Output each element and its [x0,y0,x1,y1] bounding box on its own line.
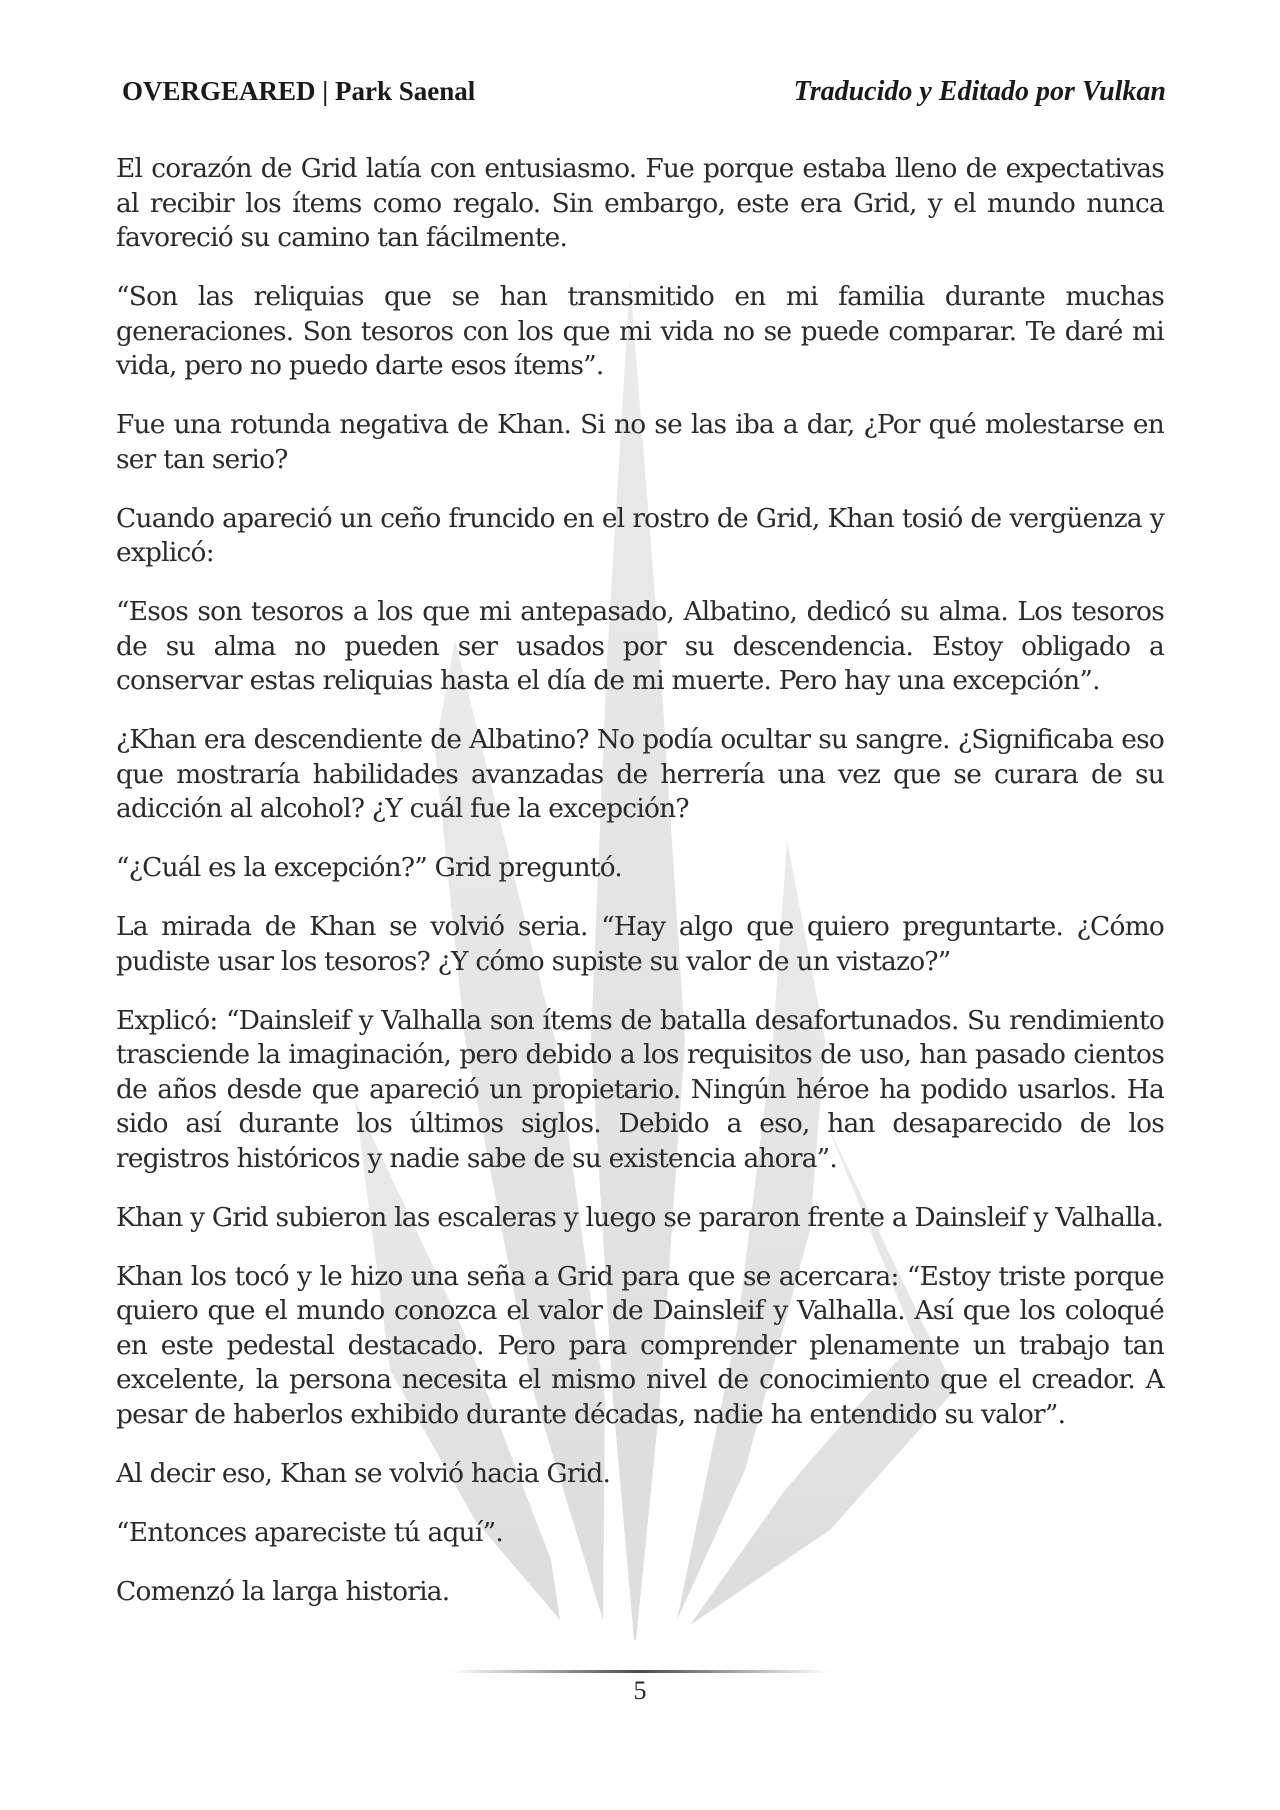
header-credits: Traducido y Editado por Vulkan [793,76,1166,107]
page-number: 5 [633,1676,647,1705]
paragraph: Comenzó la larga historia. [116,1575,450,1607]
paragraph: Fue una rotunda negativa de Khan. Si no se las iba a dar, ¿Por qué molestarse en ser tan serio? [116,409,1164,475]
page-body [116,152,1164,1634]
header-book-title: OVERGEARED | Park Saenal [122,76,476,106]
paragraph: El corazón de Grid latía con entusiasmo. Fue porque estaba lleno de expectativas al recibir los ítems como regalo. Sin embargo, este era Grid, y el mundo nunca favoreció su camino tan fácilmente. [116,153,1164,253]
footer-divider [450,1670,830,1673]
paragraph: Khan y Grid subieron las escaleras y luego se pararon frente a Dainsleif y Valhalla. [116,1201,1164,1233]
paragraph: “¿Cuál es la excepción?” Grid preguntó. [116,852,623,883]
paragraph: La mirada de Khan se volvió seria. “Hay algo que quiero preguntarte. ¿Cómo pudiste usar los tesoros? ¿Y cómo supiste su valor de un vistazo?” [116,911,1164,977]
paragraph: Cuando apareció un ceño fruncido en el rostro de Grid, Khan tosió de vergüenza y explicó: [116,502,1164,568]
paragraph: ¿Khan era descendiente de Albatino? No podía ocultar su sangre. ¿Significaba eso que mostraría habilidades avanzadas de herrería una vez que se curara de su adicción al alcohol? ¿Y cuál fue la excepción? [116,724,1164,824]
paragraph: “Son las reliquias que se han transmitido en mi familia durante muchas generaciones. Son tesoros con los que mi vida no se puede comparar. Te daré mi vida, pero no puedo darte esos ítems”. [116,281,1164,381]
paragraph: “Entonces apareciste tú aquí”. [116,1516,503,1548]
paragraph: Al decir eso, Khan se volvió hacia Grid. [116,1457,611,1489]
page-header [122,76,1166,108]
paragraph: Khan los tocó y le hizo una seña a Grid para que se acercara: “Estoy triste porque quiero que el mundo conozca el valor de Dainsleif y Valhalla. Así que los coloqué en este pedestal destacado. Pero para comprender plenamente un trabajo tan excelente, la persona necesita el mismo nivel de conocimiento que el creador. A pesar de haberlos exhibido durante décadas, nadie ha entendido su valor”. [116,1260,1164,1430]
paragraph: “Esos son tesoros a los que mi antepasado, Albatino, dedicó su alma. Los tesoros de su alma no pueden ser usados por su descendencia. Estoy obligado a conservar estas reliquias hasta el día de mi muerte. Pero hay una excepción”. [116,596,1164,696]
paragraph: Explicó: “Dainsleif y Valhalla son ítems de batalla desafortunados. Su rendimiento trasciende la imaginación, pero debido a los requisitos de uso, han pasado cientos de años desde que apareció un propietario. Ningún héroe ha podido usarlos. Ha sido así durante los últimos siglos. Debido a eso, han desaparecido de los registros históricos y nadie sabe de su existencia ahora”. [116,1004,1164,1174]
